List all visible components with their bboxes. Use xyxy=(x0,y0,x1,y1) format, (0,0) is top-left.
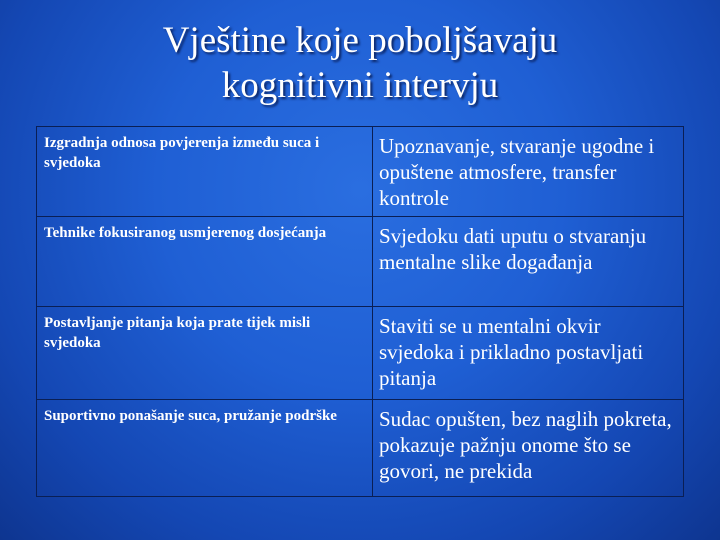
skill-cell: Postavljanje pitanja koja prate tijek misli svjedoka xyxy=(37,307,373,400)
slide-title-line-1: Vještine koje poboljšavaju xyxy=(162,20,558,61)
skill-cell: Tehnike fokusiranog usmjerenog dosjećanja xyxy=(37,217,373,307)
table-row xyxy=(37,400,684,497)
description-cell: Svjedoku dati uputu o stvaranju mentalne slike događanja xyxy=(373,217,684,307)
table-row xyxy=(37,127,684,217)
description-cell: Upoznavanje, stvaranje ugodne i opuštene atmosfere, transfer kontrole xyxy=(373,127,684,217)
description-cell: Sudac opušten, bez naglih pokreta, pokazuje pažnju onome što se govori, ne prekida xyxy=(373,400,684,497)
table-row xyxy=(37,217,684,307)
slide-title xyxy=(0,18,720,108)
skill-cell: Suportivno ponašanje suca, pružanje podrške xyxy=(37,400,373,497)
skill-cell: Izgradnja odnosa povjerenja između suca i svjedoka xyxy=(37,127,373,217)
slide-title-line-2: kognitivni intervju xyxy=(221,65,499,106)
description-cell: Staviti se u mentalni okvir svjedoka i prikladno postavljati pitanja xyxy=(373,307,684,400)
table-row xyxy=(37,307,684,400)
skills-table xyxy=(36,126,684,497)
